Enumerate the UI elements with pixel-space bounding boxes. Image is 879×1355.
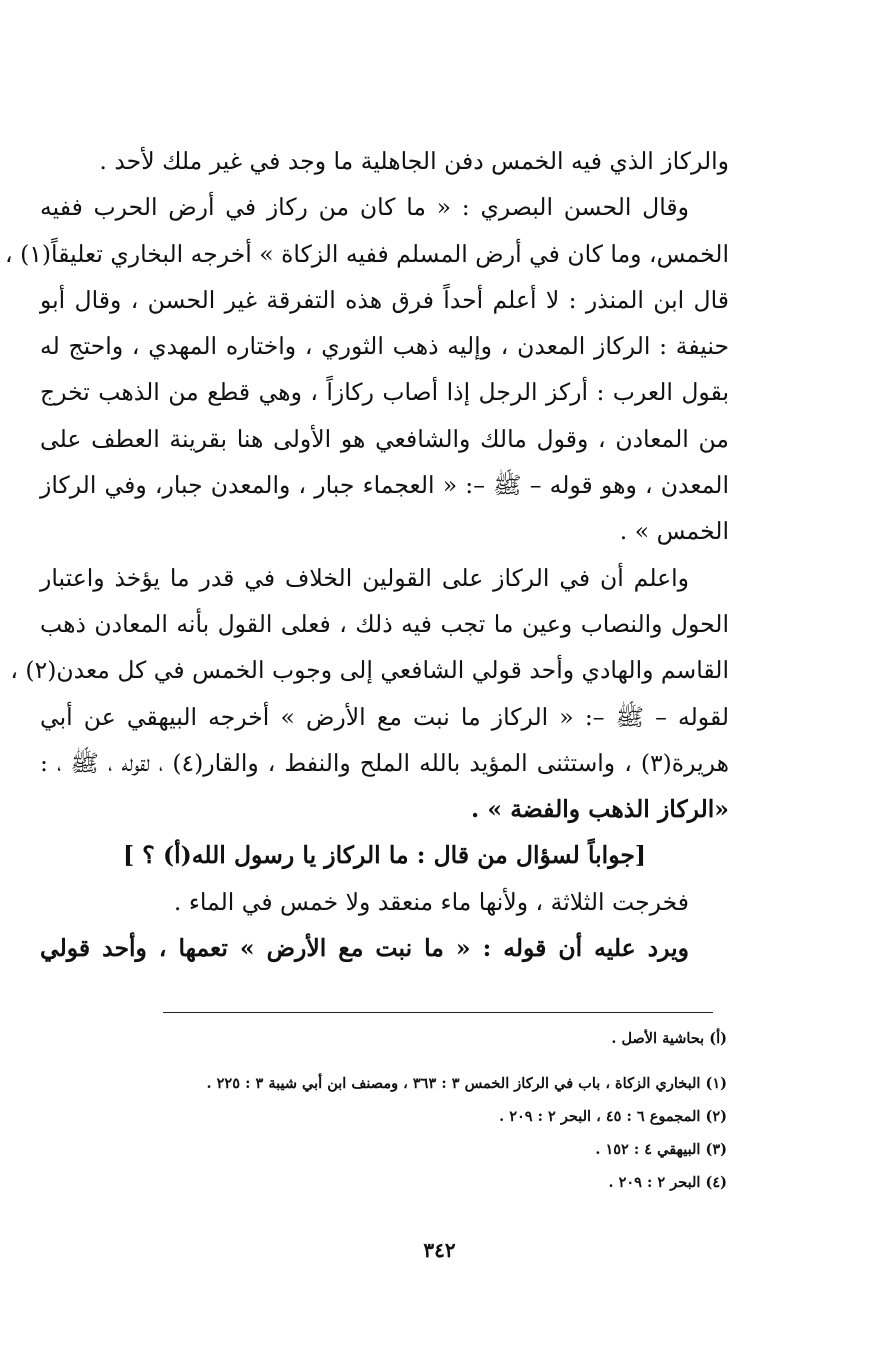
page-number: ٣٤٢ xyxy=(423,1238,456,1262)
text-line-16: [جواباً لسؤال من قال : ما الركاز يا رسول الله(أ) ؟ ] xyxy=(123,841,646,870)
text-line-1: والركاز الذي فيه الخمس دفن الجاهلية ما وجد في غير ملك لأحد . xyxy=(99,147,729,175)
text-line-7: من المعادن ، وقول مالك والشافعي هو الأولى هنا بقرينة العطف على xyxy=(40,424,729,453)
footnote-1: (١) البخاري الزكاة ، باب في الركاز الخمس ٣ : ٣٦٣ ، ومصنف ابن أبي شيبة ٣ : ٢٢٥ . xyxy=(206,1075,727,1092)
text-line-6: بقول العرب : أركز الرجل إذا أصاب ركازاً ، وهي قطع من الذهب تخرج xyxy=(40,378,729,407)
text-line-17: فخرجت الثلاثة ، ولأنها ماء منعقد ولا خمس في الماء . xyxy=(173,887,689,916)
text-line-12: القاسم والهادي وأحد قولي الشافعي إلى وجوب الخمس في كل معدن(٢) ، xyxy=(10,656,729,685)
footnote-4: (٤) البحر ٢ : ٢٠٩ . xyxy=(608,1174,727,1191)
text-line-15: «الركاز الذهب والفضة » . xyxy=(470,795,729,824)
text-line-8: المعدن ، وهو قوله – ﷺ –: « العجماء جبار ، والمعدن جبار، وفي الركاز xyxy=(40,471,729,500)
text-line-18: ويرد عليه أن قوله : « ما نبت مع الأرض » تعمها ، وأحد قولي xyxy=(40,934,689,963)
footnote-2: (٢) المجموع ٦ : ٤٥ ، البحر ٢ : ٢٠٩ . xyxy=(499,1108,727,1125)
footnote-3: (٣) البيهقي ٤ : ١٥٢ . xyxy=(595,1141,727,1158)
footnote-separator xyxy=(163,1012,713,1013)
text-line-13: لقوله – ﷺ –: « الركاز ما نبت مع الأرض » أخرجه البيهقي عن أبي xyxy=(40,702,729,731)
text-line-2: وقال الحسن البصري : « ما كان من ركاز في أرض الحرب ففيه xyxy=(40,193,689,222)
text-line-11: الحول والنصاب وعين ما تجب فيه ذلك ، فعلى القول بأنه المعادن ذهب xyxy=(40,609,729,638)
text-line-10: واعلم أن في الركاز على القولين الخلاف في قدر ما يؤخذ واعتبار xyxy=(40,563,689,592)
text-line-3: الخمس، وما كان في أرض المسلم ففيه الزكاة » أخرجه البخاري تعليقاً(١) ، xyxy=(5,239,729,268)
main-text xyxy=(5,138,729,971)
text-line-9: الخمس » . xyxy=(619,517,729,546)
footnotes xyxy=(40,1022,727,1199)
text-line-4: قال ابن المنذر : لا أعلم أحداً فرق هذه التفرقة غير الحسن ، وقال أبو xyxy=(40,285,729,314)
text-line-14: هريرة(٣) ، واستثنى المؤيد بالله الملح والنفط ، والقار(٤) ، لقوله ، ﷺ ، : xyxy=(40,748,729,777)
text-line-5: حنيفة : الركاز المعدن ، وإليه ذهب الثوري ، واختاره المهدي ، واحتج له xyxy=(40,332,729,361)
footnote-a: (أ) بحاشية الأصل . xyxy=(611,1030,727,1047)
